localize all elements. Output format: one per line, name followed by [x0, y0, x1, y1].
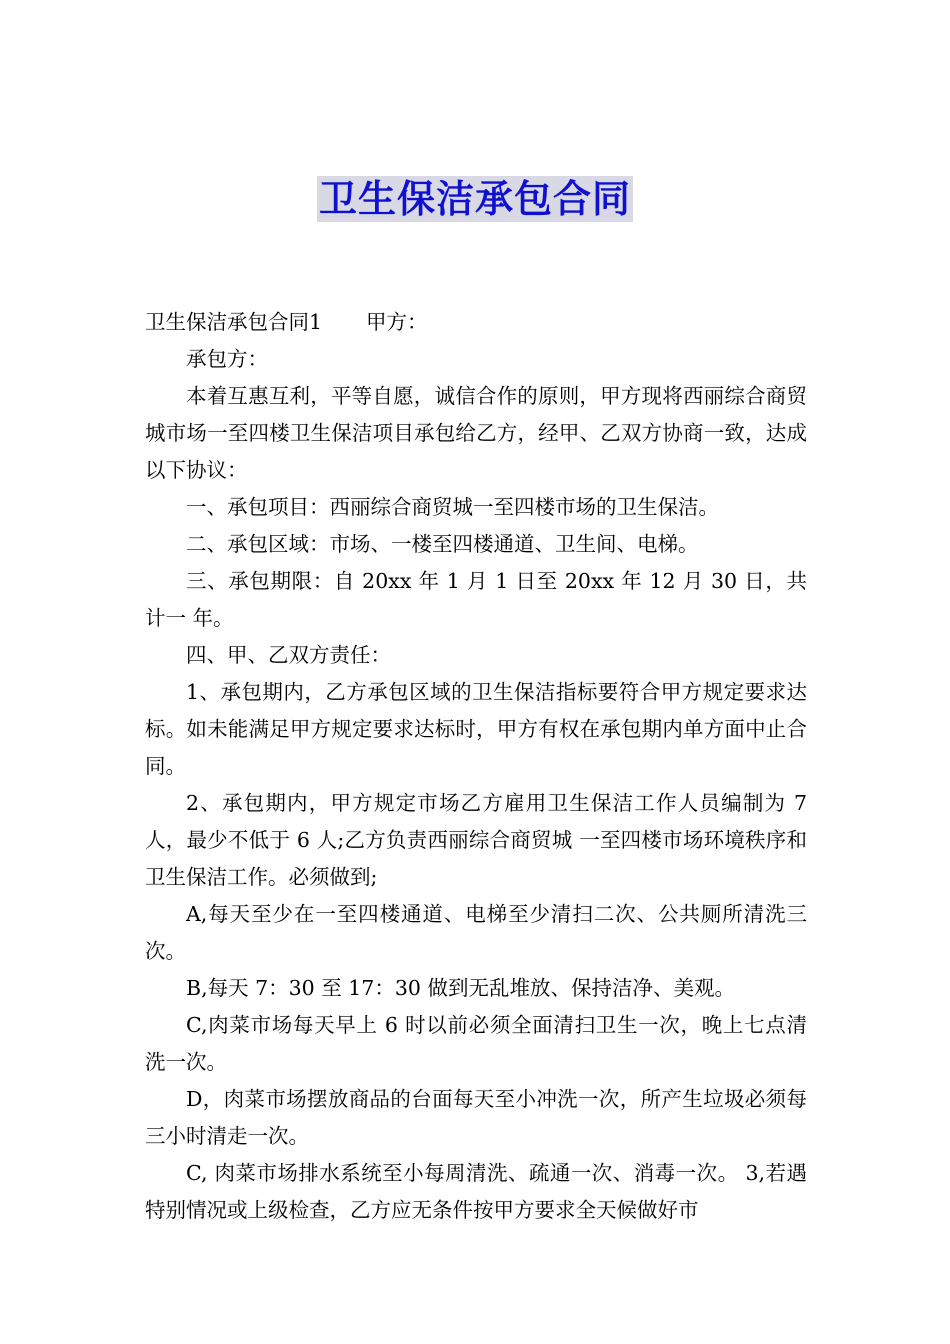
- document-body: [145, 304, 807, 1229]
- paragraph-sub-c: C,肉菜市场每天早上 6 时以前必须全面清扫卫生一次，晚上七点清洗一次。: [145, 1013, 807, 1074]
- paragraph-item-1: 一、承包项目：西丽综合商贸城一至四楼市场的卫生保洁。: [186, 495, 719, 519]
- paragraph-clause-2: 2、承包期内，甲方规定市场乙方雇用卫生保洁工作人员编制为 7 人，最少不低于 6 人;乙方负责西丽综合商贸城 一至四楼市场环境秩序和卫生保洁工作。必须做到;: [145, 791, 807, 889]
- title-container: [0, 176, 950, 222]
- document-title: 卫生保洁承包合同: [318, 177, 631, 221]
- party-a-label: 甲方：: [366, 310, 428, 334]
- paragraph-sub-a: A,每天至少在一至四楼通道、电梯至少清扫二次、公共厕所清洗三次。: [145, 902, 807, 963]
- section-name: 卫生保洁承包合同1: [145, 310, 323, 334]
- paragraph-item-2: 二、承包区域：市场、一楼至四楼通道、卫生间、电梯。: [186, 532, 699, 556]
- paragraph-clause-1: 1、承包期内，乙方承包区域的卫生保洁指标要符合甲方规定要求达标。如未能满足甲方规定要求达标时，甲方有权在承包期内单方面中止合同。: [145, 680, 807, 778]
- paragraph-sub-b: B,每天 7：30 至 17：30 做到无乱堆放、保持洁净、美观。: [186, 976, 735, 1000]
- heading-line: [145, 304, 807, 341]
- paragraph-item-3: 三、承包期限：自 20xx 年 1 月 1 日至 20xx 年 12 月 30 日，共计一 年。: [145, 569, 807, 630]
- paragraph-preamble: 本着互惠互利，平等自愿，诚信合作的原则，甲方现将西丽综合商贸城市场一至四楼卫生保洁项目承包给乙方，经甲、乙双方协商一致，达成以下协议：: [145, 384, 807, 482]
- paragraph-sub-d: D，肉菜市场摆放商品的台面每天至小冲洗一次，所产生垃圾必须每三小时清走一次。: [145, 1087, 807, 1148]
- paragraph-item-4: 四、甲、乙双方责任：: [186, 643, 391, 667]
- paragraph-contractor: 承包方：: [186, 347, 268, 371]
- paragraph-sub-c2: C, 肉菜市场排水系统至小每周清洗、疏通一次、消毒一次。 3,若遇特别情况或上级检查，乙方应无条件按甲方要求全天候做好市: [145, 1161, 807, 1222]
